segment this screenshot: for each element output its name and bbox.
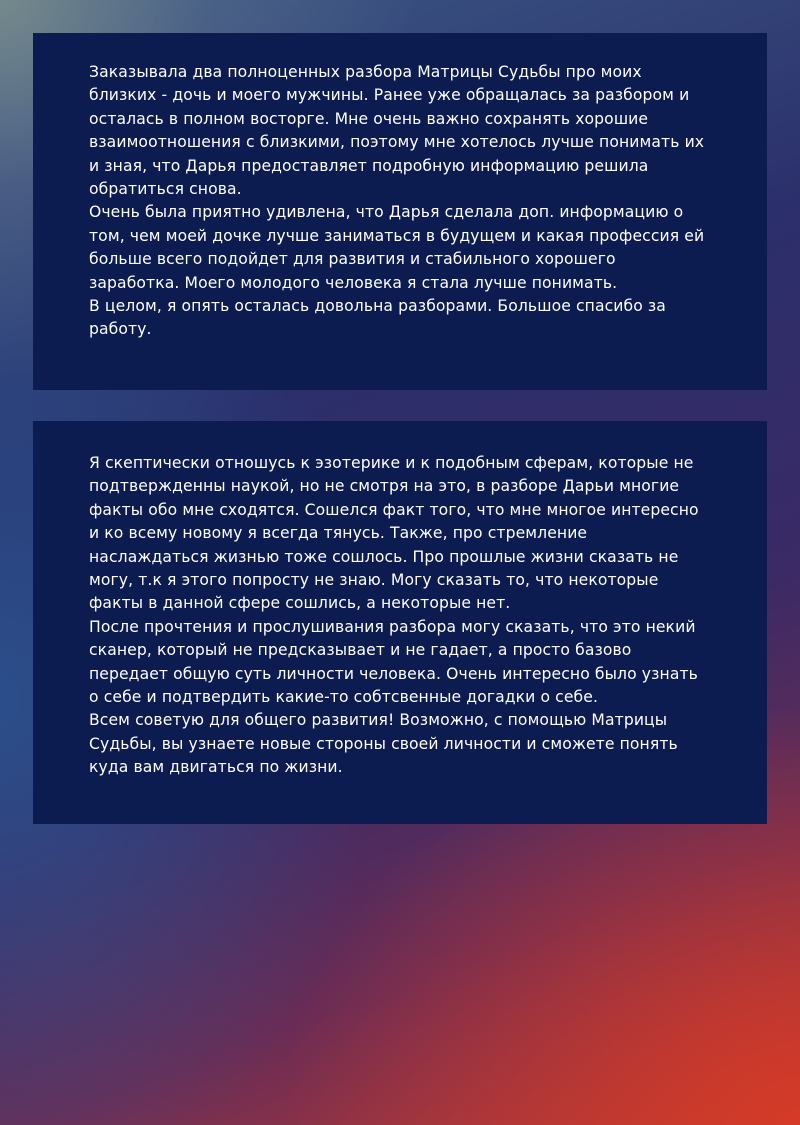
review-card-1 — [33, 33, 767, 390]
review-2-paragraph-1: Я скептически отношусь к эзотерике и к подобным сферам, которые не подтвержденны наукой, но не смотря на это, в разборе Дарьи многие факты обо мне сходятся. Сошелся факт того, что мне многое интересно и ко всему новому я всегда тянусь. Также, про стремление наслаждаться жизнью тоже сошлось. Про прошлые жизни сказать не могу, т.к я этого попросту не знаю. Могу сказать то, что некоторые факты в данной сфере сошлись, а некоторые нет. — [89, 454, 699, 613]
review-2-paragraph-2: После прочтения и прослушивания разбора могу сказать, что это некий сканер, который не предсказывает и не гадает, а просто базово передает общую суть личности человека. Очень интересно было узнать о себе и подтвердить какие-то собтсвенные догадки о себе. — [89, 617, 698, 707]
review-1-paragraph-1: Заказывала два полноценных разбора Матрицы Судьбы про моих близких - дочь и моего мужчины. Ранее уже обращалась за разбором и осталась в полном восторге. Мне очень важно сохранять хорошие взаимоотношения с близкими, поэтому мне хотелось лучше понимать их и зная, что Дарья предоставляет подробную информацию решила обратиться снова. — [89, 63, 705, 199]
review-1-paragraph-3: В целом, я опять осталась довольна разборами. Большое спасибо за работу. — [89, 297, 666, 339]
review-1-paragraph-2: Очень была приятно удивлена, что Дарья сделала доп. информацию о том, чем моей дочке лучше заниматься в будущем и какая профессия ей больше всего подойдет для развития и стабильного хорошего заработка. Моего молодого человека я стала лучше понимать. — [89, 203, 705, 292]
review-card-2 — [33, 421, 767, 824]
review-2-paragraph-3: Всем советую для общего развития! Возможно, с помощью Матрицы Судьбы, вы узнаете новые стороны своей личности и сможете понять куда вам двигаться по жизни. — [89, 711, 678, 777]
